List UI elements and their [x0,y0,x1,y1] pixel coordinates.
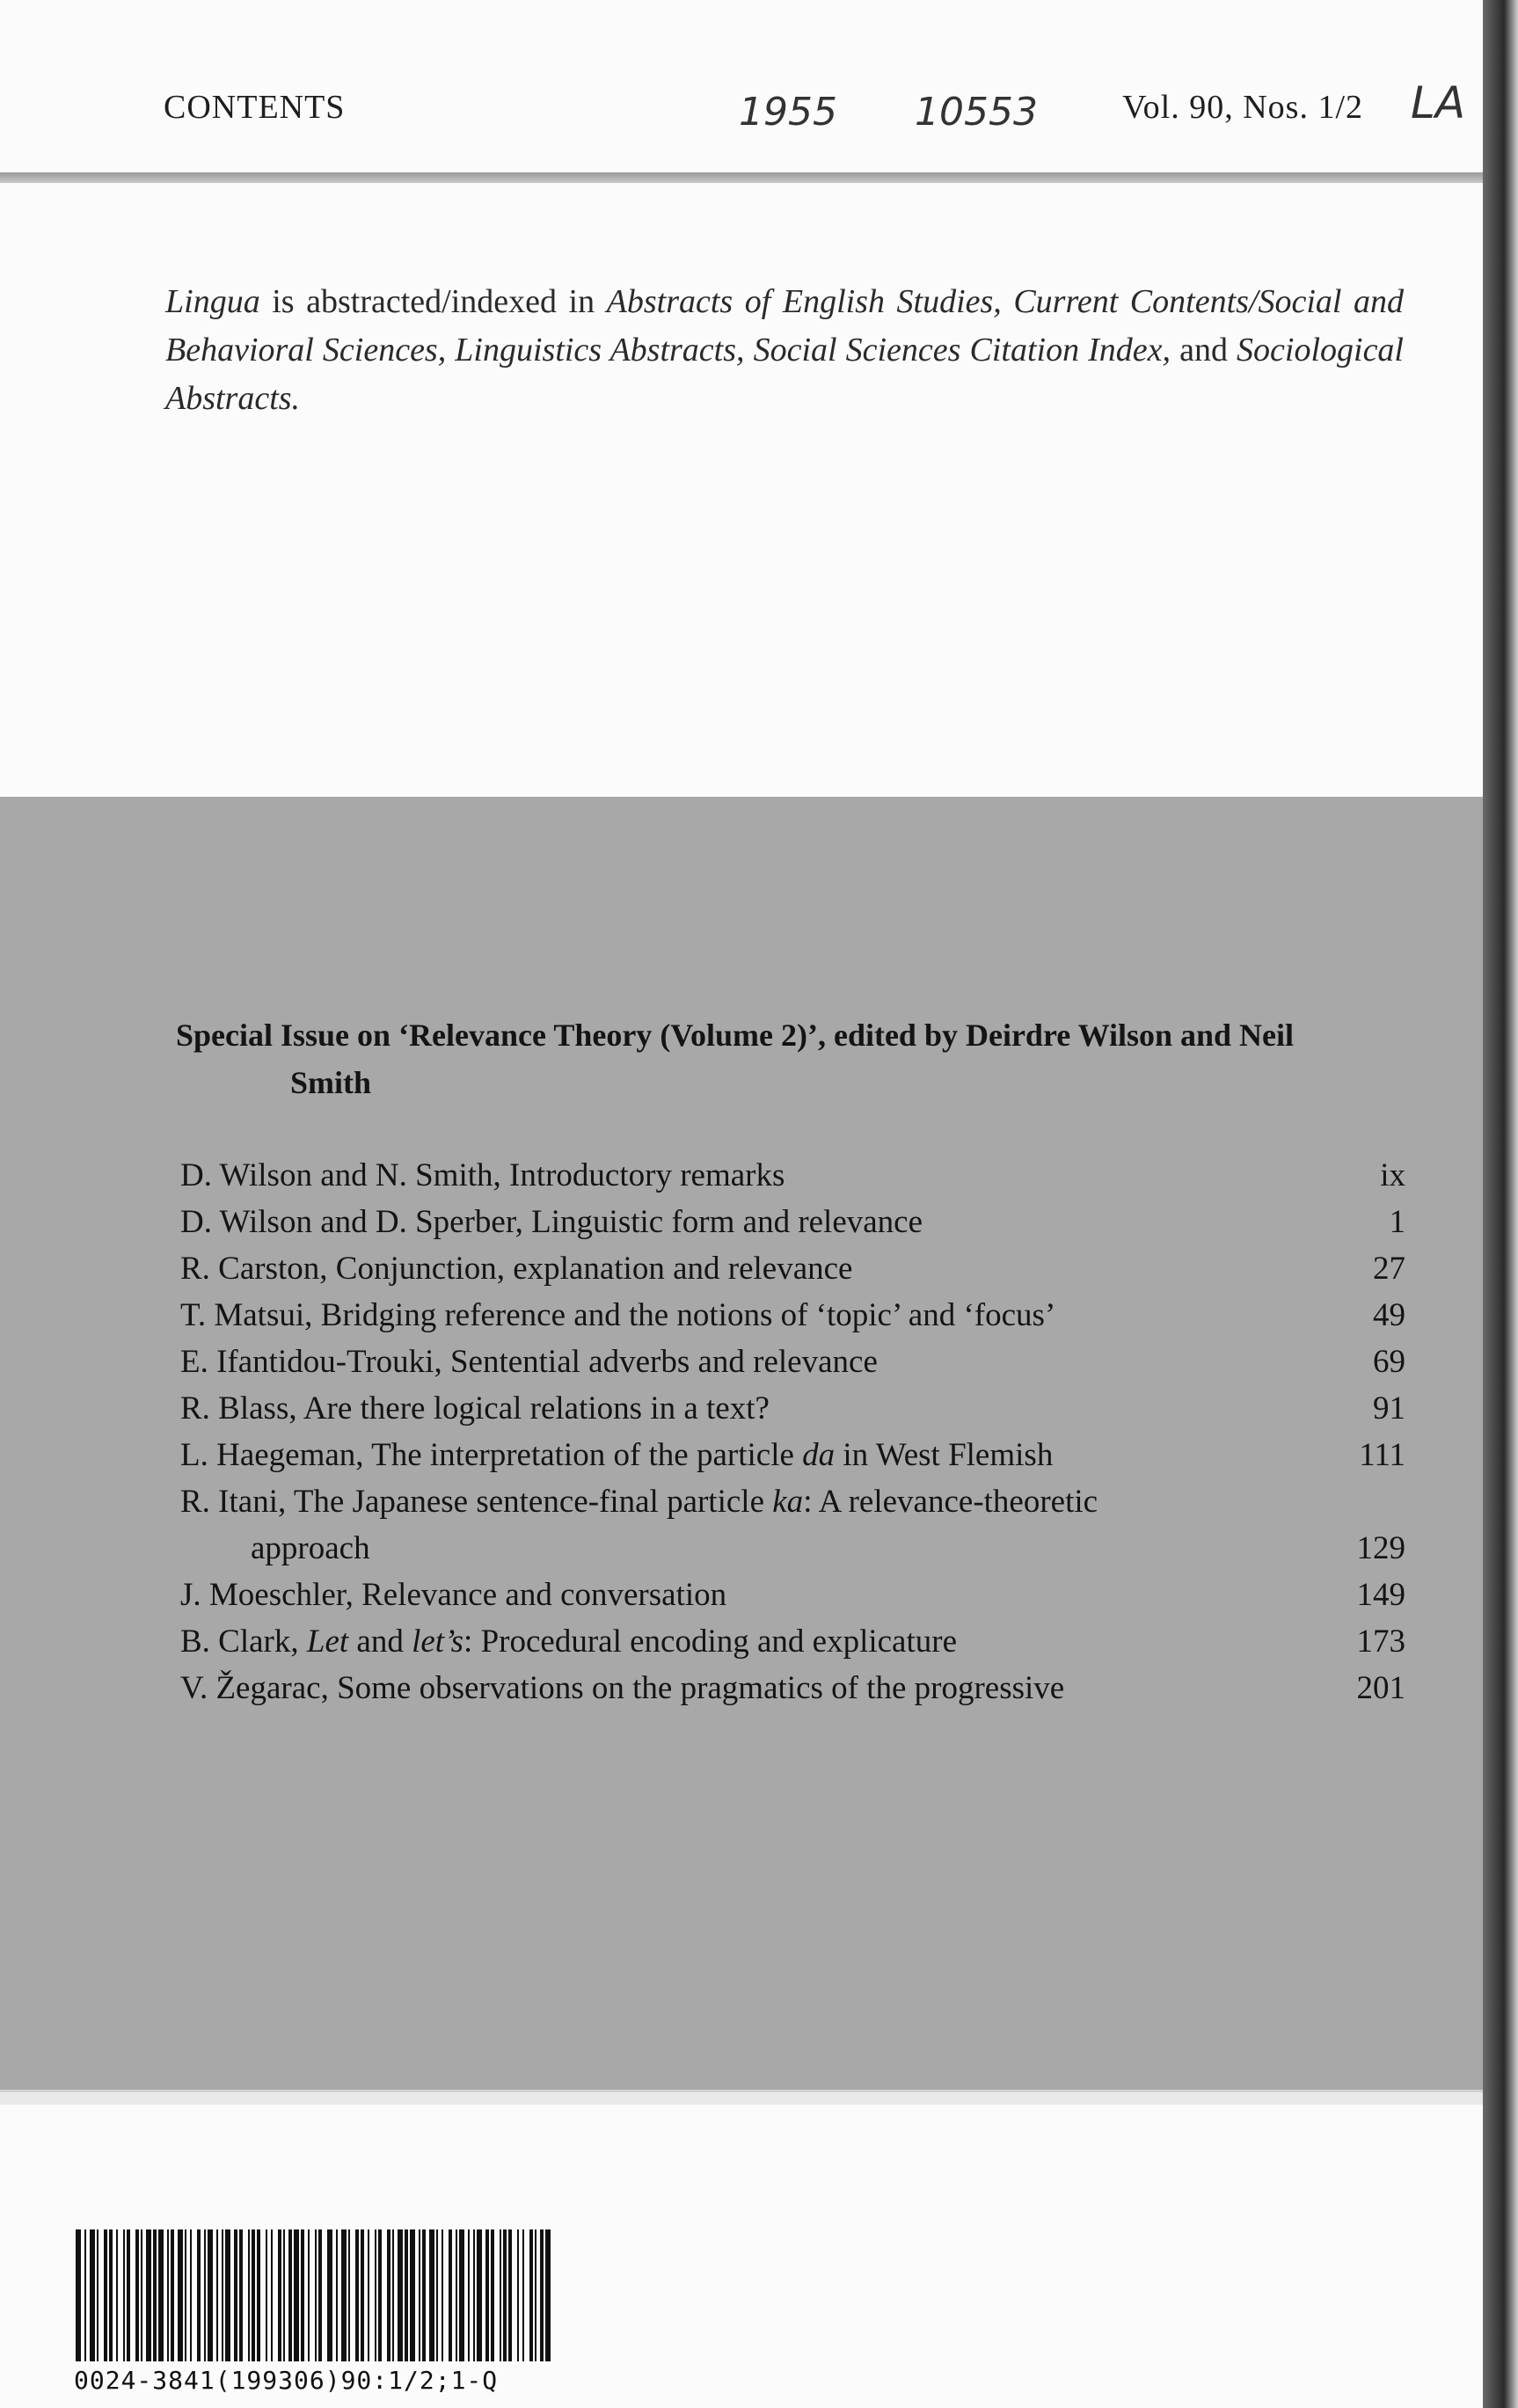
barcode-bar [167,2229,169,2361]
toc-page: 27 [1373,1251,1405,1287]
barcode-bar [491,2229,494,2361]
toc-item [180,1665,1405,1711]
barcode-bar [271,2229,273,2361]
handwritten-note: LA [1411,77,1466,128]
barcode-bar [204,2229,206,2361]
toc-page: 201 [1356,1670,1405,1706]
barcode-bar [90,2229,95,2361]
barcode-bar [473,2229,475,2361]
barcode-bar [459,2229,464,2361]
barcode-bar [225,2229,230,2361]
barcode-bar [436,2229,438,2361]
toc-entry-text: : A relevance-theoretic [803,1484,1098,1520]
barcode-bar [97,2229,99,2361]
barcode-bar [500,2229,501,2361]
barcode-bar [517,2229,519,2361]
barcode-bar [301,2229,304,2361]
barcode-bar [368,2229,369,2361]
barcode-bar [248,2229,250,2361]
toc-page: 69 [1373,1344,1405,1380]
toc-entry [180,1478,1262,1572]
barcode-bar [123,2229,125,2361]
toc-item [180,1432,1405,1478]
barcode-bar [392,2229,394,2361]
notice-text: and [1171,332,1237,368]
table-of-contents [180,1152,1405,1711]
toc-item [180,1339,1405,1385]
notice-text: is abstracted/indexed in [259,283,607,320]
toc-entry [180,1432,1262,1478]
barcode-bar [540,2229,544,2361]
toc-entry: R. Blass, Are there logical relations in a text? [180,1390,770,1427]
toc-entry-text: in West Flemish [835,1437,1054,1473]
barcode-bar [109,2229,113,2361]
barcode-bar [341,2229,347,2361]
barcode-bar [84,2229,86,2361]
handwritten-note: 1955 [739,90,837,135]
barcode-bar [257,2229,260,2361]
barcode-bar [429,2229,434,2361]
barcode-bar [477,2229,482,2361]
special-issue-title-line: Smith [290,1065,372,1100]
barcode-bar [456,2229,457,2361]
barcode-bar [378,2229,382,2361]
barcode-bar [449,2229,452,2361]
toc-entry-term: Let [306,1624,349,1660]
toc-item [180,1385,1405,1432]
barcode-bar [153,2229,157,2361]
barcode-bar [239,2229,243,2361]
toc-entry: J. Moeschler, Relevance and conversation [180,1577,727,1613]
toc-entry: R. Carston, Conjunction, explanation and relevance [180,1251,853,1287]
barcode-number: 0024-3841(199306)90:1/2;1-Q [74,2366,499,2395]
barcode-bar [294,2229,299,2361]
barcode-bar [171,2229,174,2361]
barcode-bar [278,2229,281,2361]
barcode-bar [508,2229,512,2361]
barcode-bar [185,2229,186,2361]
barcode-bar [146,2229,151,2361]
barcode-bar [208,2229,213,2361]
barcode-bar [422,2229,426,2361]
barcode-bar [234,2229,237,2361]
toc-entry-term: ka [772,1484,804,1520]
barcode-bar [222,2229,223,2361]
toc-entry-text: R. Itani, The Japanese sentence-final particle [180,1484,773,1520]
barcode-bar [545,2229,551,2361]
toc-page: 91 [1373,1390,1405,1427]
barcode-bar [355,2229,359,2361]
barcode-bar [529,2229,533,2361]
toc-item [180,1618,1405,1665]
toc-page: 49 [1373,1297,1405,1333]
special-issue-title [176,1011,1405,1106]
barcode-bar [76,2229,81,2361]
top-divider [0,172,1495,183]
barcode-bar [387,2229,390,2361]
toc-entry-text: approach [251,1530,370,1566]
barcode-bar [398,2229,403,2361]
barcode-bar [141,2229,142,2361]
special-issue-title-line: Special Issue on ‘Relevance Theory (Volume 2)’, edited by Deirdre Wilson and Neil [176,1018,1295,1053]
volume-label: Vol. 90, Nos. 1/2 [1122,89,1363,126]
barcode-bar [336,2229,338,2361]
toc-page: 173 [1356,1624,1405,1660]
barcode-bar [503,2229,507,2361]
barcode-bar [327,2229,332,2361]
barcode-bar [190,2229,192,2361]
toc-entry-text: : Procedural encoding and explicature [463,1624,957,1660]
barcode-bar [468,2229,470,2361]
barcode-bar [158,2229,164,2361]
toc-entry-text: B. Clark, [180,1624,307,1660]
barcode-bar [178,2229,183,2361]
toc-entry: D. Wilson and D. Sperber, Linguistic form and relevance [180,1204,923,1240]
barcode-bar [127,2229,130,2361]
toc-item [180,1199,1405,1245]
barcode-bar [348,2229,350,2361]
barcode-bar [318,2229,322,2361]
barcode-bar [116,2229,118,2361]
barcode-bar [315,2229,317,2361]
toc-entry-text: and [348,1624,412,1660]
barcode-bar [252,2229,255,2361]
contents-label: CONTENTS [164,89,346,126]
barcode-bar [522,2229,524,2361]
toc-page: 129 [1356,1530,1405,1566]
barcode-bar [485,2229,489,2361]
toc-entry [180,1618,1262,1665]
toc-item [180,1572,1405,1618]
toc-page: 1 [1389,1204,1405,1240]
toc-entry-term: da [802,1437,836,1473]
barcode-bar [410,2229,415,2361]
barcode-bar [216,2229,218,2361]
bottom-divider [0,2090,1495,2105]
barcode-image [74,2229,556,2361]
barcode-bar [283,2229,285,2361]
indexing-notice [165,278,1404,423]
toc-entry: V. Žegarac, Some observations on the pragmatics of the progressive [180,1670,1065,1706]
toc-page: 111 [1359,1437,1405,1473]
handwritten-note: 10553 [915,90,1038,135]
toc-entry-text: L. Haegeman, The interpretation of the particle [180,1437,803,1473]
toc-entry: D. Wilson and N. Smith, Introductory remarks [180,1157,785,1193]
barcode-bar [535,2229,536,2361]
toc-page: 149 [1356,1577,1405,1613]
barcode-bar [375,2229,376,2361]
toc-item [180,1478,1405,1572]
barcode-bar [361,2229,364,2361]
toc-entry: T. Matsui, Bridging reference and the notions of ‘topic’ and ‘focus’ [180,1297,1056,1333]
barcode-bar [288,2229,292,2361]
toc-entry-term: let’s [412,1624,464,1660]
barcode-bar [135,2229,139,2361]
barcode-bar [266,2229,267,2361]
index-list: Abstracts of English Studies, Current Contents/Social and Behavioral Sciences, Linguistics Abstracts, Social Sciences Citation Index, [165,283,1404,368]
barcode-bar [405,2229,408,2361]
barcode-bar [419,2229,420,2361]
index-last: Sociological Abstracts. [165,332,1404,417]
book-spine-edge [1483,0,1518,2408]
toc-item [180,1245,1405,1292]
toc-item [180,1292,1405,1339]
toc-page: ix [1380,1157,1405,1193]
barcode-bar [104,2229,107,2361]
barcode-bar [442,2229,443,2361]
journal-name: Lingua [165,283,260,320]
toc-item [180,1152,1405,1199]
barcode-bar [308,2229,310,2361]
barcode-bar [197,2229,201,2361]
toc-entry: E. Ifantidou-Trouki, Sentential adverbs and relevance [180,1344,878,1380]
